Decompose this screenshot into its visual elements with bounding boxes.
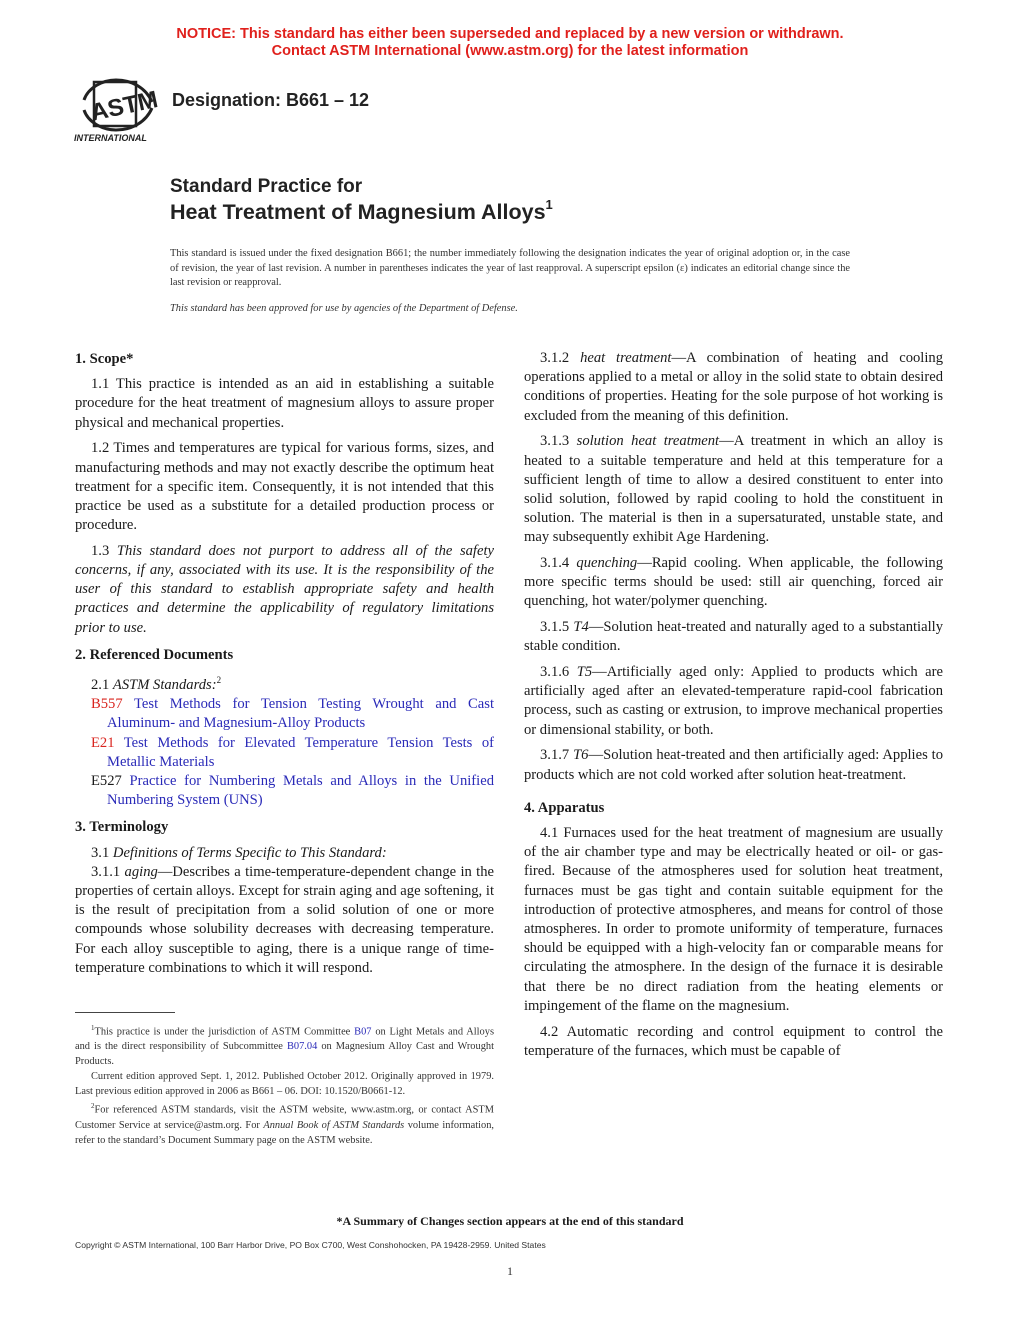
apparatus-heading: 4. Apparatus: [524, 799, 605, 816]
issuance-note: This standard is issued under the fixed designation B661; the number immediately following the designation indicates the year of original adoption or, in the case of revision, the year of last revision. A number in parentheses indicates the year of last reapproval. A superscript epsilon (ε) indicates an editorial change since the last revision or reapproval.: [170, 248, 850, 288]
definition-3-1-4: 3.1.4 quenching—Rapid cooling. When applicable, the following more specific terms should be used: still air quenching, forced air quenching, hot water/polymer quenching.: [524, 555, 943, 610]
ref-code-link[interactable]: B557: [91, 696, 123, 713]
left-column: [75, 350, 494, 984]
astm-logo-letters: ASTM: [88, 86, 161, 127]
notice-line-2: Contact ASTM International (www.astm.org) for the latest information: [271, 43, 749, 59]
footnote-2: $^2$For referenced ASTM standards, visit the ASTM website, www.astm.org, or contact ASTM Customer Service at service@astm.org. For Annual Book of ASTM Standards volume information, refer to the standard’s Document Summary page on the ASTM website.: [75, 1102, 495, 1146]
title-line-1: Standard Practice for: [170, 176, 363, 197]
ref-code: E527: [91, 772, 122, 789]
scope-1-2: 1.2 Times and temperatures are typical for various forms, sizes, and manufacturing methods and may not exactly describe the optimum heat treatment for a specific item. Consequently, it is not intended that this practice be used as a substitute for a detailed production process or procedure.: [75, 440, 494, 534]
ref-item: [75, 734, 494, 772]
astm-standards-subheading: 2.1 ASTM Standards:$^2$: [91, 675, 222, 693]
title-line-2: Heat Treatment of Magnesium Alloys$^1$: [170, 197, 553, 224]
title-footnote-mark: 1: [545, 197, 553, 212]
scope-1-1: 1.1 This practice is intended as an aid in establishing a suitable procedure for the heat treatment of magnesium alloys to assure proper physical and mechanical properties.: [75, 376, 494, 431]
scope-1-3: 1.3 This standard does not purport to address all of the safety concerns, if any, associated with its use. It is the responsibility of the user of this standard to establish appropriate safety and health practices and determine the applicability of regulatory limitations prior to use.: [75, 542, 494, 636]
subcommittee-link[interactable]: B07.04: [286, 1041, 318, 1053]
document-title: [170, 176, 553, 226]
definitions-subheading: 3.1 Definitions of Terms Specific to This Standard:: [91, 844, 387, 861]
definition-3-1-1: 3.1.1 aging—Describes a time-temperature-dependent change in the properties of certain alloys. Except for strain aging and age softening, it is the result of precipitation from a solid solution of one or more compounds whose solubility decreases with decreasing temperature. For each alloy susceptible to aging, there is a unique range of time-temperature combinations to which it will respond.: [75, 863, 494, 976]
footnotes: [75, 1021, 494, 1148]
footnote-rule: [75, 1012, 175, 1013]
ref-item: [75, 772, 494, 810]
definition-3-1-7: 3.1.7 T6—Solution heat-treated and then artificially aged: Applies to products which are not cold worked after solution heat-treatment.: [524, 747, 943, 783]
definition-3-1-6: 3.1.6 T5—Artificially aged only: Applied to products which are artificially aged after an elevated-temperature rapid-cool fabrication process, such as casting or extrusion, to improve mechanical properties or dimensional stability, or both.: [524, 664, 943, 738]
notice-line-1: NOTICE: This standard has either been superseded and replaced by a new version or withdrawn.: [176, 26, 844, 42]
summary-of-changes-note: *A Summary of Changes section appears at the end of this standard: [336, 1214, 684, 1228]
referenced-documents-heading: 2. Referenced Documents: [75, 646, 234, 663]
ref-title-link[interactable]: Test Methods for Elevated Temperature Tension Tests of Metallic Materials: [107, 734, 494, 770]
footnote-1: $^1$This practice is under the jurisdiction of ASTM Committee B07 on Light Metals and Alloys and is the direct responsibility of Subcommittee B07.04 on Magnesium Alloy Cast and Wrought Products.: [75, 1024, 494, 1068]
apparatus-4-2: 4.2 Automatic recording and control equipment to control the temperature of the furnaces, which must be capable of: [524, 1023, 943, 1059]
scope-heading: 1. Scope*: [75, 351, 134, 367]
designation: Designation: B661 – 12: [172, 90, 370, 110]
dod-approval-note: This standard has been approved for use by agencies of the Department of Defense.: [170, 303, 518, 314]
ref-code-link[interactable]: E21: [91, 734, 115, 751]
astm-logo-mark: [84, 80, 160, 130]
right-column: [524, 349, 943, 1067]
ref-title-link[interactable]: Test Methods for Tension Testing Wrought and Cast Aluminum- and Magnesium-Alloy Products: [107, 696, 494, 732]
ref-title-link[interactable]: Practice for Numbering Metals and Alloys in the Unified Numbering System (UNS): [107, 772, 494, 809]
apparatus-4-1: 4.1 Furnaces used for the heat treatment of magnesium are usually of the air chamber type and may be electrically heated or oil- or gas-fired. Because of the atmospheres used for solution heat treatment, furnaces must be gas tight and contain suitable equipment for the introduction of protective atmospheres, and means for control of those atmospheres. In order to promote uniformity of temperature, furnaces should be equipped with a high-velocity fan or comparable means for circulating the atmosphere. In the design of the furnace it is desirable that there be no direct radiation from the heating elements or impingement of the flame on the magnesium.: [524, 824, 943, 1014]
copyright: Copyright © ASTM International, 100 Barr Harbor Drive, PO Box C700, West Conshohocken, PA 19428-2959. United States: [75, 1240, 546, 1250]
definition-3-1-3: 3.1.3 solution heat treatment—A treatment in which an alloy is heated to a suitable temperature and held at this temperature for a sufficient length of time to allow a desired constituent to enter into solid solution, followed by rapid cooling to hold the constituent in solution. The material is then in a supersaturated, unstable state, and may subsequently exhibit Age Hardening.: [524, 433, 944, 546]
page-number: 1: [507, 1264, 513, 1278]
edition-note: Current edition approved Sept. 1, 2012. Published October 2012. Originally approved in 1979. Last previous edition approved in 2006 as B661 – 06. DOI: 10.1520/B0661-12.: [75, 1071, 494, 1098]
astm-logo-subtitle: INTERNATIONAL: [74, 133, 147, 143]
definition-3-1-5: 3.1.5 T4—Solution heat-treated and naturally aged to a substantially stable condition.: [524, 619, 943, 655]
notice-banner: [0, 26, 1020, 60]
committee-link[interactable]: B07: [354, 1026, 372, 1038]
terminology-heading: 3. Terminology: [75, 819, 169, 836]
astm-logo: [74, 76, 162, 144]
definition-3-1-2: 3.1.2 heat treatment—A combination of heating and cooling operations applied to a metal or alloy in the solid state to obtain desired conditions of properties. Heating for the sole purpose of hot working is excluded from the meaning of this definition.: [524, 350, 944, 424]
ref-item: [75, 695, 494, 733]
